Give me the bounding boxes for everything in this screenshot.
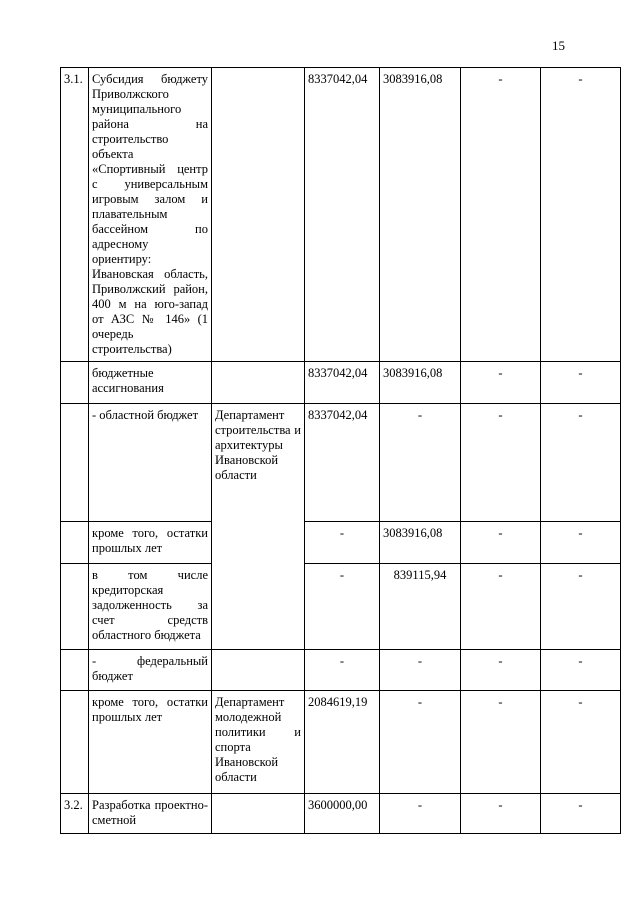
table-row — [61, 68, 621, 362]
amount-cell-2: - — [380, 691, 461, 794]
amount-cell-4: - — [541, 404, 621, 522]
table-row — [61, 794, 621, 834]
amount-cell-2: 3083916,08 — [380, 68, 461, 362]
row-number-cell — [61, 650, 89, 691]
amount-cell-4: - — [541, 564, 621, 650]
row-number-cell — [61, 522, 89, 564]
organization-cell — [212, 362, 305, 404]
amount-cell-2: 839115,94 — [380, 564, 461, 650]
table-row — [61, 691, 621, 794]
description-cell: Субсидия бюджету Приволжского муниципального района на строительство объекта «Спортивный центр с универсальным игровым залом и плавательным бассейном по адресному ориентиру: Ивановская область, Приволжский район, 400 м на юго-запад от АЗС № 146» (1 очередь строительства) — [89, 68, 212, 362]
amount-cell-1: 3600000,00 — [305, 794, 380, 834]
amount-cell-2: 3083916,08 — [380, 522, 461, 564]
amount-cell-4: - — [541, 68, 621, 362]
amount-cell-1: - — [305, 564, 380, 650]
amount-cell-3: - — [461, 68, 541, 362]
table-row — [61, 522, 621, 564]
amount-cell-4: - — [541, 650, 621, 691]
description-cell: в том числе кредиторская задолженность за счет средств областного бюджета — [89, 564, 212, 650]
organization-cell — [212, 68, 305, 362]
amount-cell-1: 8337042,04 — [305, 404, 380, 522]
amount-cell-3: - — [461, 650, 541, 691]
amount-cell-1: 8337042,04 — [305, 362, 380, 404]
row-number-cell — [61, 564, 89, 650]
amount-cell-4: - — [541, 794, 621, 834]
row-number-cell: 3.2. — [61, 794, 89, 834]
organization-cell — [212, 794, 305, 834]
amount-cell-4: - — [541, 522, 621, 564]
organization-cell: Департамент строительства и архитектуры Ивановской области — [212, 404, 305, 650]
description-cell: кроме того, остатки прошлых лет — [89, 691, 212, 794]
description-cell: бюджетные ассигнования — [89, 362, 212, 404]
description-cell: Разработка проектно-сметной — [89, 794, 212, 834]
amount-cell-3: - — [461, 794, 541, 834]
amount-cell-4: - — [541, 691, 621, 794]
description-cell: - федеральный бюджет — [89, 650, 212, 691]
row-number-cell: 3.1. — [61, 68, 89, 362]
amount-cell-1: - — [305, 650, 380, 691]
amount-cell-4: - — [541, 362, 621, 404]
organization-cell — [212, 650, 305, 691]
budget-table — [60, 67, 621, 834]
organization-cell: Департамент молодежной политики и спорта Ивановской области — [212, 691, 305, 794]
amount-cell-3: - — [461, 404, 541, 522]
amount-cell-1: 2084619,19 — [305, 691, 380, 794]
row-number-cell — [61, 362, 89, 404]
amount-cell-1: 8337042,04 — [305, 68, 380, 362]
row-number-cell — [61, 691, 89, 794]
amount-cell-1: - — [305, 522, 380, 564]
description-cell: - областной бюджет — [89, 404, 212, 522]
table-row — [61, 404, 621, 522]
amount-cell-2: 3083916,08 — [380, 362, 461, 404]
amount-cell-2: - — [380, 650, 461, 691]
amount-cell-3: - — [461, 362, 541, 404]
amount-cell-3: - — [461, 691, 541, 794]
amount-cell-3: - — [461, 564, 541, 650]
amount-cell-2: - — [380, 404, 461, 522]
amount-cell-2: - — [380, 794, 461, 834]
table-row — [61, 650, 621, 691]
page-number: 15 — [552, 38, 565, 53]
row-number-cell — [61, 404, 89, 522]
table-row — [61, 362, 621, 404]
description-cell: кроме того, остатки прошлых лет — [89, 522, 212, 564]
amount-cell-3: - — [461, 522, 541, 564]
table-row — [61, 564, 621, 650]
